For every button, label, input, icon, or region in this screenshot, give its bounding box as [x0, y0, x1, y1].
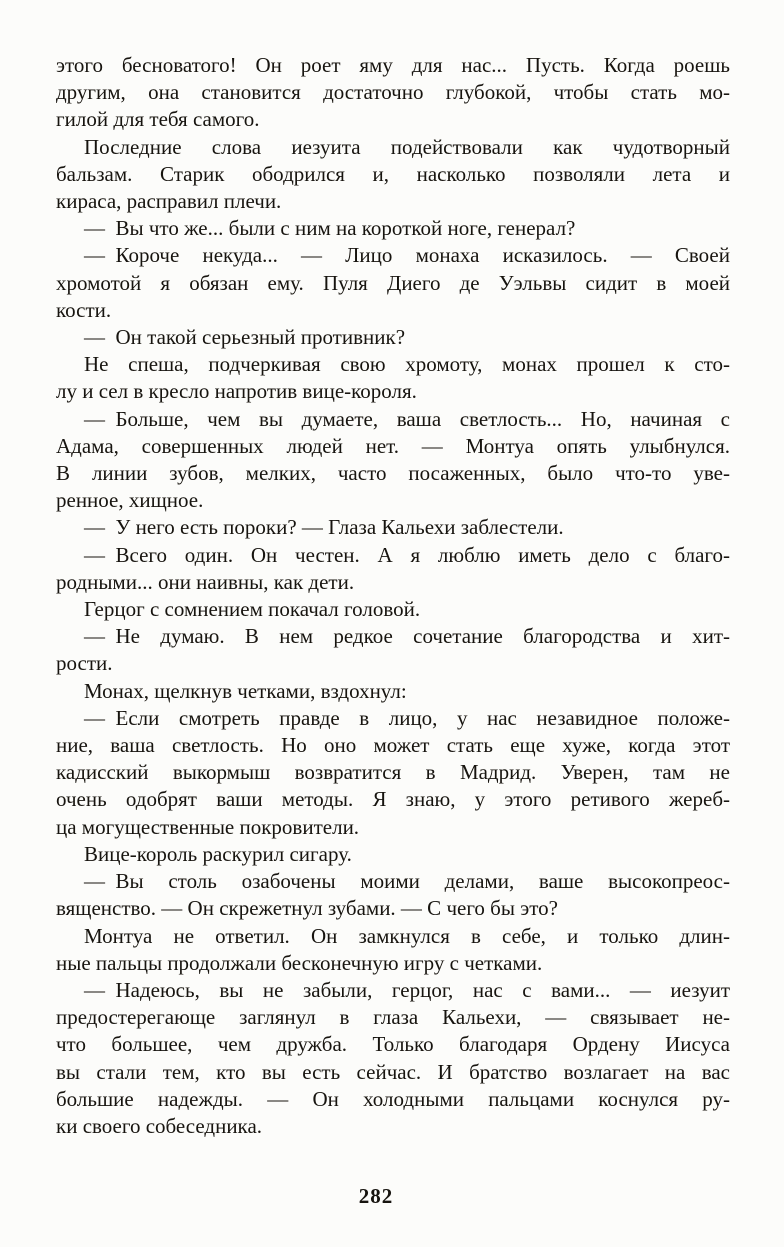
- text-line: лу и сел в кресло напротив вице-короля.: [56, 379, 417, 404]
- text-line: ные пальцы продолжали бесконечную игру с четками.: [56, 950, 543, 975]
- paragraph: [56, 215, 730, 242]
- text-line: вы стали тем, кто вы есть сейчас. И братство возлагает на вас: [56, 1059, 730, 1084]
- paragraph: [56, 596, 730, 623]
- text-line: — Надеюсь, вы не забыли, герцог, нас с вами... — иезуит: [84, 977, 730, 1002]
- text-line: — Короче некуда... — Лицо монаха исказилось. — Своей: [84, 243, 730, 268]
- text-line: — Он такой серьезный противник?: [84, 325, 406, 350]
- text-line: — Вы что же... были с ним на короткой ноге, генерал?: [84, 216, 576, 241]
- text-line: ца могущественные покровители.: [56, 814, 360, 839]
- text-line: другим, она становится достаточно глубокой, чтобы стать мо-: [56, 80, 730, 105]
- paragraph: [56, 134, 730, 216]
- paragraph: [56, 351, 730, 405]
- text-line: гилой для тебя самого.: [56, 107, 260, 132]
- paragraph: [56, 514, 730, 541]
- paragraph: [56, 406, 730, 515]
- text-line: — Не думаю. В нем редкое сочетание благородства и хит-: [84, 624, 730, 649]
- text-line: хромотой я обязан ему. Пуля Диего де Уэльвы сидит в моей: [56, 270, 730, 295]
- text-line: — Больше, чем вы думаете, ваша светлость... Но, начиная с: [84, 406, 730, 431]
- text-line: Монтуа не ответил. Он замкнулся в себе, и только длин-: [84, 923, 730, 948]
- text-block: [56, 52, 730, 1140]
- page-number: 282: [358, 1184, 394, 1209]
- text-line: Герцог с сомнением покачал головой.: [84, 597, 421, 622]
- text-line: ние, ваша светлость. Но оно может стать еще хуже, когда этот: [56, 733, 730, 758]
- text-line: большие надежды. — Он холодными пальцами коснулся ру-: [56, 1086, 730, 1111]
- text-line: предостерегающе заглянул в глаза Кальехи, — связывает не-: [56, 1005, 730, 1030]
- text-line: что большее, чем дружба. Только благодаря Ордену Иисуса: [56, 1032, 730, 1057]
- text-line: кости.: [56, 297, 112, 322]
- paragraph: [56, 542, 730, 596]
- text-line: — Всего один. Он честен. А я люблю иметь дело с благо-: [84, 542, 730, 567]
- text-line: — Если смотреть правде в лицо, у нас незавидное положе-: [84, 705, 730, 730]
- text-line: ренное, хищное.: [56, 488, 204, 513]
- text-line: Последние слова иезуита подействовали как чудотворный: [84, 134, 730, 159]
- text-line: вященство. — Он скрежетнул зубами. — С чего бы это?: [56, 896, 558, 921]
- text-line: этого бесноватого! Он роет яму для нас... Пусть. Когда роешь: [56, 53, 730, 77]
- paragraph: [56, 868, 730, 922]
- paragraph: [56, 623, 730, 677]
- text-line: рости.: [56, 651, 113, 676]
- text-line: бальзам. Старик ободрился и, насколько позволяли лета и: [56, 161, 730, 186]
- text-line: родными... они наивны, как дети.: [56, 569, 355, 594]
- text-line: Вице-король раскурил сигару.: [84, 841, 352, 866]
- paragraph: [56, 841, 730, 868]
- text-line: В линии зубов, мелких, часто посаженных, было что-то уве-: [56, 461, 730, 486]
- text-line: очень одобрят ваши методы. Я знаю, у этого ретивого жереб-: [56, 787, 730, 812]
- paragraph: [56, 678, 730, 705]
- text-line: Адама, совершенных людей нет. — Монтуа опять улыбнулся.: [56, 433, 730, 458]
- text-line: кадисский выкормыш возвратится в Мадрид. Уверен, там не: [56, 760, 730, 785]
- text-line: Не спеша, подчеркивая свою хромоту, монах прошел к сто-: [84, 352, 730, 377]
- paragraph: [56, 923, 730, 977]
- paragraph: [56, 324, 730, 351]
- paragraph: [56, 977, 730, 1140]
- paragraph: [56, 52, 730, 134]
- paragraph: [56, 242, 730, 324]
- text-line: ки своего собеседника.: [56, 1113, 263, 1138]
- text-line: Монах, щелкнув четками, вздохнул:: [84, 678, 407, 703]
- text-line: кираса, расправил плечи.: [56, 189, 282, 214]
- paragraph: [56, 705, 730, 841]
- text-line: — Вы столь озабочены моими делами, ваше высокопреос-: [84, 869, 730, 894]
- text-line: — У него есть пороки? — Глаза Кальехи заблестели.: [84, 515, 564, 540]
